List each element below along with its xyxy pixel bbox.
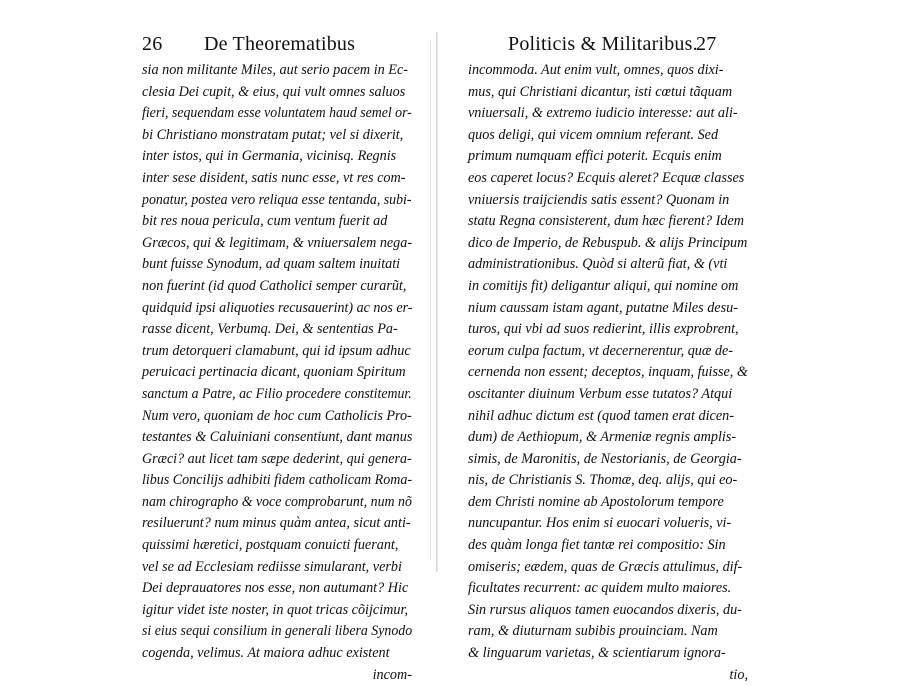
left-text-line: bi Christiano monstratam putat; vel si dixerit, [142,126,404,143]
left-text-line: igitur videt iste noster, in quot tricas cõijcimur, [142,601,408,618]
left-page-text [142,60,412,665]
left-text-line: libus Concilijs adhibiti fidem catholicam Roma- [142,472,413,489]
right-text-line: turos, qui vbi ad suos redierint, illis exprobrent, [468,321,739,338]
right-text-line: nihil adhuc dictum est (quod tamen erat dicen- [468,407,734,424]
right-text-line: cernenda non essent; deceptos, inquam, fuisse, & [468,364,748,381]
right-text-line: & linguarum varietas, & scientiarum ignora- [468,645,726,662]
right-page-header [468,30,748,58]
right-text-line: ficultates recurrent: ac quidem multo maiores. [468,580,732,597]
right-text-line: incommoda. Aut enim vult, omnes, quos dixi- [468,62,724,78]
left-running-head: De Theorematibus [204,33,356,55]
right-text-line: Sin rursus aliquos tamen euocandos dixeris, du- [468,601,742,618]
left-page-header [142,30,412,58]
left-text-line: inter sese disident, satis nunc esse, vt res com- [142,169,406,186]
right-text-line: in comitijs fit) deligantur aliqui, qui nomine om [468,277,739,294]
left-text-line: non fuerint (id quod Catholici semper curarũt, [142,277,407,294]
left-page-number: 26 [142,33,163,55]
left-text-line: cogenda, velimus. At maiora adhuc existent [142,645,390,662]
right-text-line: administrationibus. Quòd si alterũ fiat, & (vti [468,256,728,273]
left-text-line: inter istos, qui in Germania, vicinisq. Regnis [142,148,397,165]
right-text-line: nuncupantur. Hos enim si euocari volueris, vi- [468,515,732,532]
left-text-line: quidquid ipsi aliquoties recusauerint) ac nos er- [142,299,413,316]
left-text-line: sia non militante Miles, aut serio pacem in Ec- [142,62,408,78]
right-page [468,30,748,686]
right-text-line: nis, de Christianis S. Thomæ, deq. alijs, qui eo- [468,472,738,489]
right-text-line: mus, qui Christiani dicantur, isti cœtui tãquam [468,83,733,100]
left-text-line: vel se ad Ecclesiam rediisse simularant, verbi [142,558,402,575]
left-page [142,30,412,686]
left-text-line: testantes & Caluiniani consentiunt, dant manus [142,429,413,446]
right-text-line: dem Christi nomine ab Apostolorum tempore [468,493,724,510]
left-text-line: bunt fuisse Synodum, ad quam saltem inuitati [142,256,401,273]
right-text-line: statu Regna consisterent, dum hæc fierent? Idem [468,213,744,230]
left-text-line: si eius sequi consilium in generali libera Synodo [142,623,413,640]
right-text-line: nium caussam istam agant, putatne Miles desu- [468,299,738,316]
left-text-line: Græcos, qui & legitimam, & vniuersalem nega- [142,234,413,251]
left-text-line: rasse dicent, Verbumq. Dei, & sententias Pa- [142,321,398,338]
left-text-line: peruicaci pertinacia dicant, quoniam Spiritum [142,364,406,381]
right-running-head: Politicis & Militaribus. [508,33,698,55]
right-text-line: oscitanter diuinum Verbum esse tutatos? Atqui [468,385,733,402]
right-text-line: quos deligi, qui vicem omnium referant. Sed [468,126,719,143]
right-text-line: simis, de Maronitis, de Nestorianis, de Georgia- [468,450,742,467]
right-text-line: eorum culpa factum, vt decernerentur, quæ de- [468,342,734,359]
right-text-line: dum) de Aethiopum, & Armeniæ regnis amplis- [468,429,737,446]
right-text-line: vniuersis traijciendis satis essent? Quonam in [468,191,730,208]
right-text-line: dico de Imperio, de Rebuspub. & alijs Principum [468,234,748,251]
gutter-shadow [430,40,431,560]
left-text-line: ponatur, postea vero reliqua esse tentanda, subi- [142,191,412,208]
right-text-line: omiseris; eædem, quas de Græcis attulimus, dif- [468,558,743,575]
right-text-line: vniuersali, & extremo iudicio interesse: aut ali- [468,105,738,122]
right-text-line: primum numquam effici poterit. Ecquis enim [468,148,722,165]
left-text-line: fieri, sequendam esse voluntatem haud semel or- [142,105,412,122]
left-text-line: trum detorqueri clamabunt, qui id ipsum adhuc [142,342,411,359]
right-catchword: tio, [729,666,748,683]
left-text-line: bit res noua pericula, cum ventum fuerit ad [142,213,388,230]
left-text-line: resiluerunt? num minus quàm antea, sicut anti- [142,515,411,532]
right-text-line: eos caperet locus? Ecquis aleret? Ecquæ classes [468,169,745,186]
left-text-line: Græci? aut licet tam sæpe dederint, qui genera- [142,450,412,467]
left-text-line: clesia Dei cupit, & eius, qui vult omnes saluos [142,83,406,100]
left-text-line: Num vero, quoniam de hoc cum Catholicis Pro- [142,407,412,424]
left-text-line: nam chirographo & voce comprobarunt, num nõ [142,493,412,510]
left-catchword: incom- [372,666,412,683]
right-text-line: des quàm longa fiet tantæ rei compositio: Sin [468,537,726,554]
right-text-line: ram, & diuturnam subibis prouinciam. Nam [468,623,718,640]
right-page-number: 27 [696,33,717,55]
left-text-line: quissimi hæretici, postquam conuicti fuerant, [142,537,399,554]
left-text-line: sanctum a Patre, ac Filio procedere constitemur. [142,385,412,402]
gutter [436,32,438,572]
left-text-line: Dei deprauatores nos esse, non autumant? Hic [142,580,409,597]
right-page-text [468,60,748,665]
